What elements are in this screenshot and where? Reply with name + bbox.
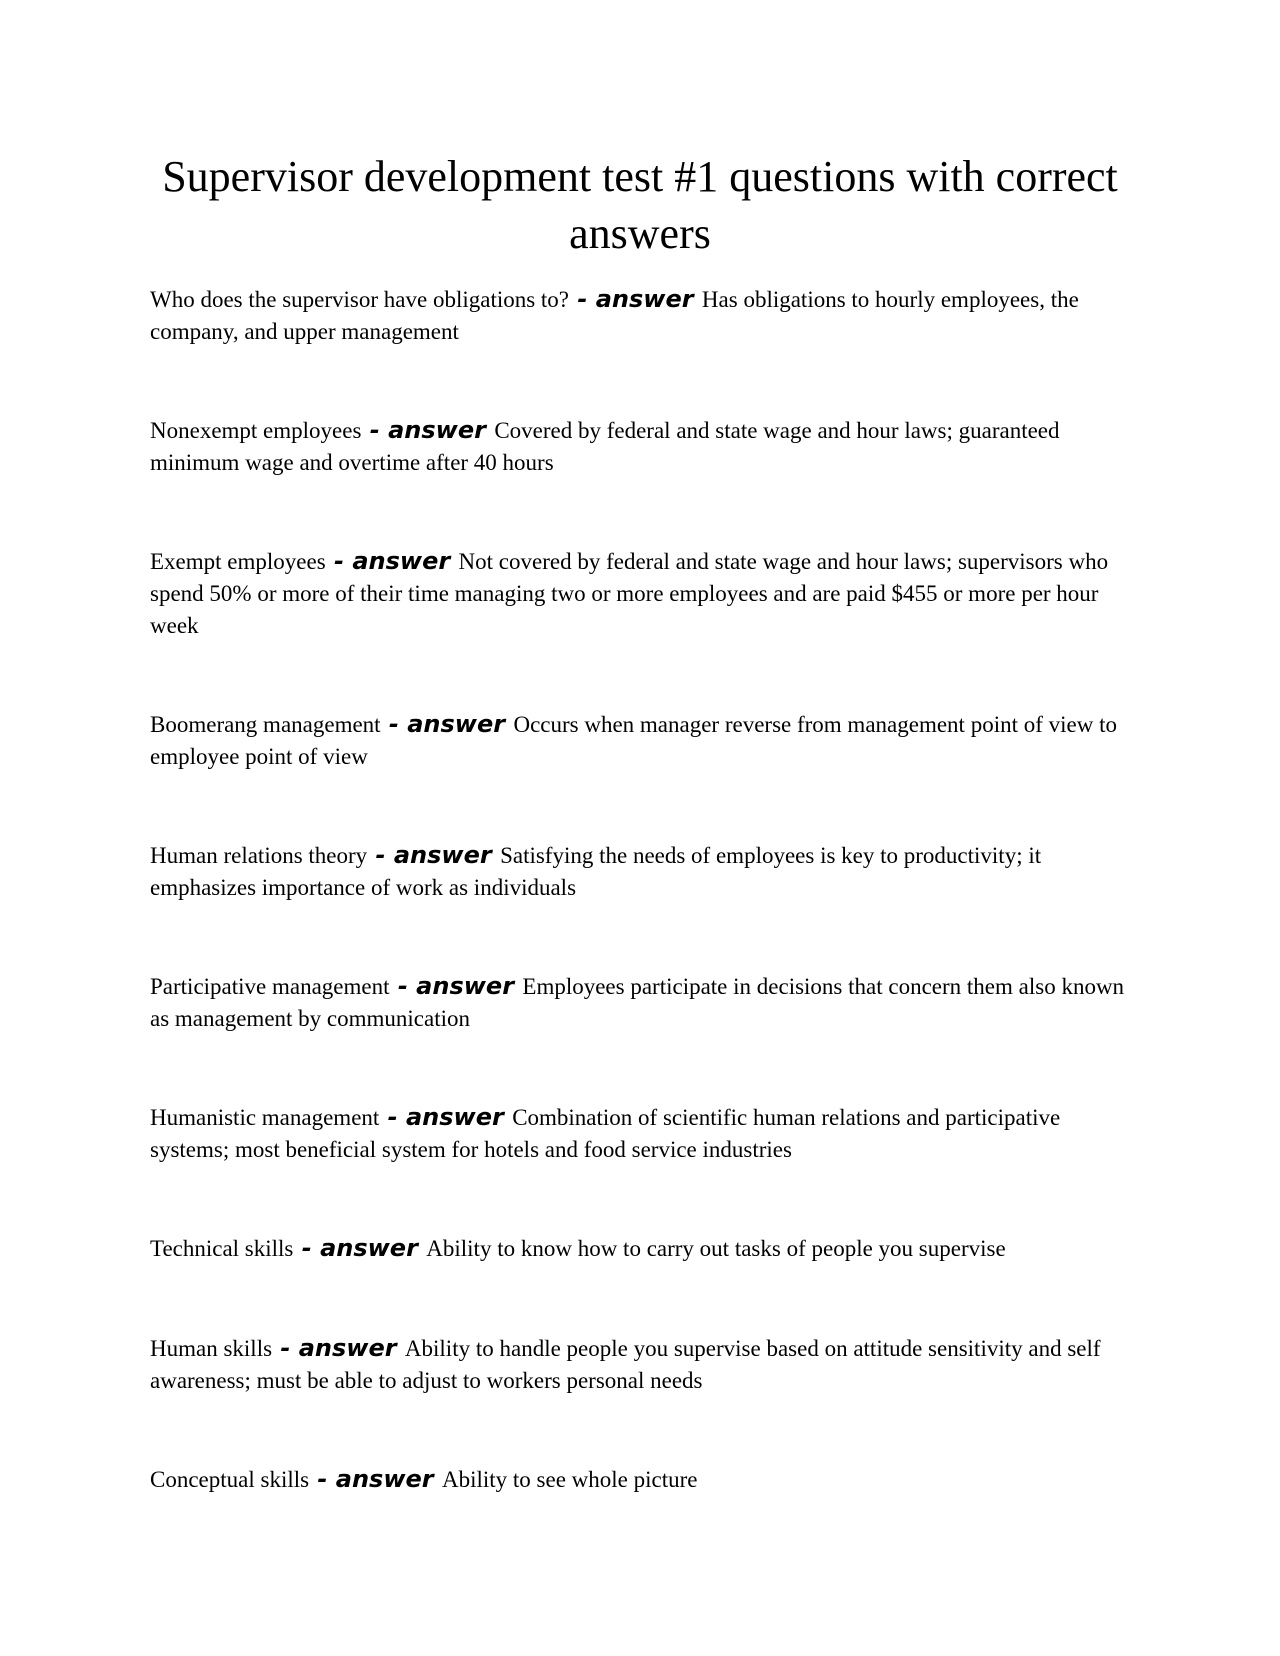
qa-item — [150, 970, 1130, 1035]
answer-separator: - answer — [569, 285, 702, 313]
answer-separator: - answer — [389, 972, 523, 1000]
page-title: Supervisor development test #1 questions with correct answers — [162, 152, 1118, 258]
qa-item — [150, 1332, 1130, 1397]
answer-text: Ability to handle people you supervise based on attitude sensitivity and self awareness; must be able to adjust to workers personal needs — [150, 1336, 1101, 1393]
answer-separator: - answer — [367, 841, 501, 869]
answer-text: Occurs when manager reverse from management point of view to employee point of view — [150, 712, 1117, 769]
answer-text: Ability to see whole picture — [441, 1467, 698, 1492]
qa-item — [150, 1232, 1130, 1265]
answer-separator: - answer — [361, 416, 495, 444]
answer-text: Not covered by federal and state wage and hour laws; supervisors who spend 50% or more of their time managing two or more employees and are paid $455 or more per hour week — [150, 549, 1109, 638]
question-text: Conceptual skills — [150, 1467, 310, 1492]
answer-separator: - answer — [379, 1103, 513, 1131]
question-text: Human relations theory — [150, 843, 368, 868]
question-text: Human skills — [150, 1336, 273, 1361]
answer-separator: - answer — [380, 710, 514, 738]
question-text: Technical skills — [150, 1236, 294, 1261]
answer-separator: - answer — [293, 1234, 427, 1262]
qa-item — [150, 1463, 1130, 1496]
question-text: Humanistic management — [150, 1105, 380, 1130]
answer-text: Ability to know how to carry out tasks of people you supervise — [426, 1236, 1006, 1261]
qa-item — [150, 283, 1130, 348]
answer-text: Covered by federal and state wage and hour laws; guaranteed minimum wage and overtime after 40 hours — [150, 418, 1060, 475]
answer-separator: - answer — [325, 547, 459, 575]
question-text: Who does the supervisor have obligations to? — [150, 287, 570, 312]
question-text: Nonexempt employees — [150, 418, 362, 443]
answer-separator: - answer — [309, 1465, 442, 1493]
qa-item — [150, 839, 1130, 904]
answer-text: Satisfying the needs of employees is key to productivity; it emphasizes importance of work as individuals — [150, 843, 1042, 900]
answer-text: Employees participate in decisions that concern them also known as management by communication — [150, 974, 1125, 1031]
qa-item — [150, 1101, 1130, 1166]
question-text: Exempt employees — [150, 549, 326, 574]
question-text: Participative management — [150, 974, 390, 999]
answer-separator: - answer — [272, 1334, 405, 1362]
qa-item — [150, 708, 1130, 773]
answer-text: Combination of scientific human relations and participative systems; most beneficial system for hotels and food service industries — [150, 1105, 1061, 1162]
question-text: Boomerang management — [150, 712, 381, 737]
qa-item — [150, 414, 1130, 479]
qa-item — [150, 545, 1130, 642]
answer-text: Has obligations to hourly employees, the company, and upper management — [150, 287, 1079, 344]
